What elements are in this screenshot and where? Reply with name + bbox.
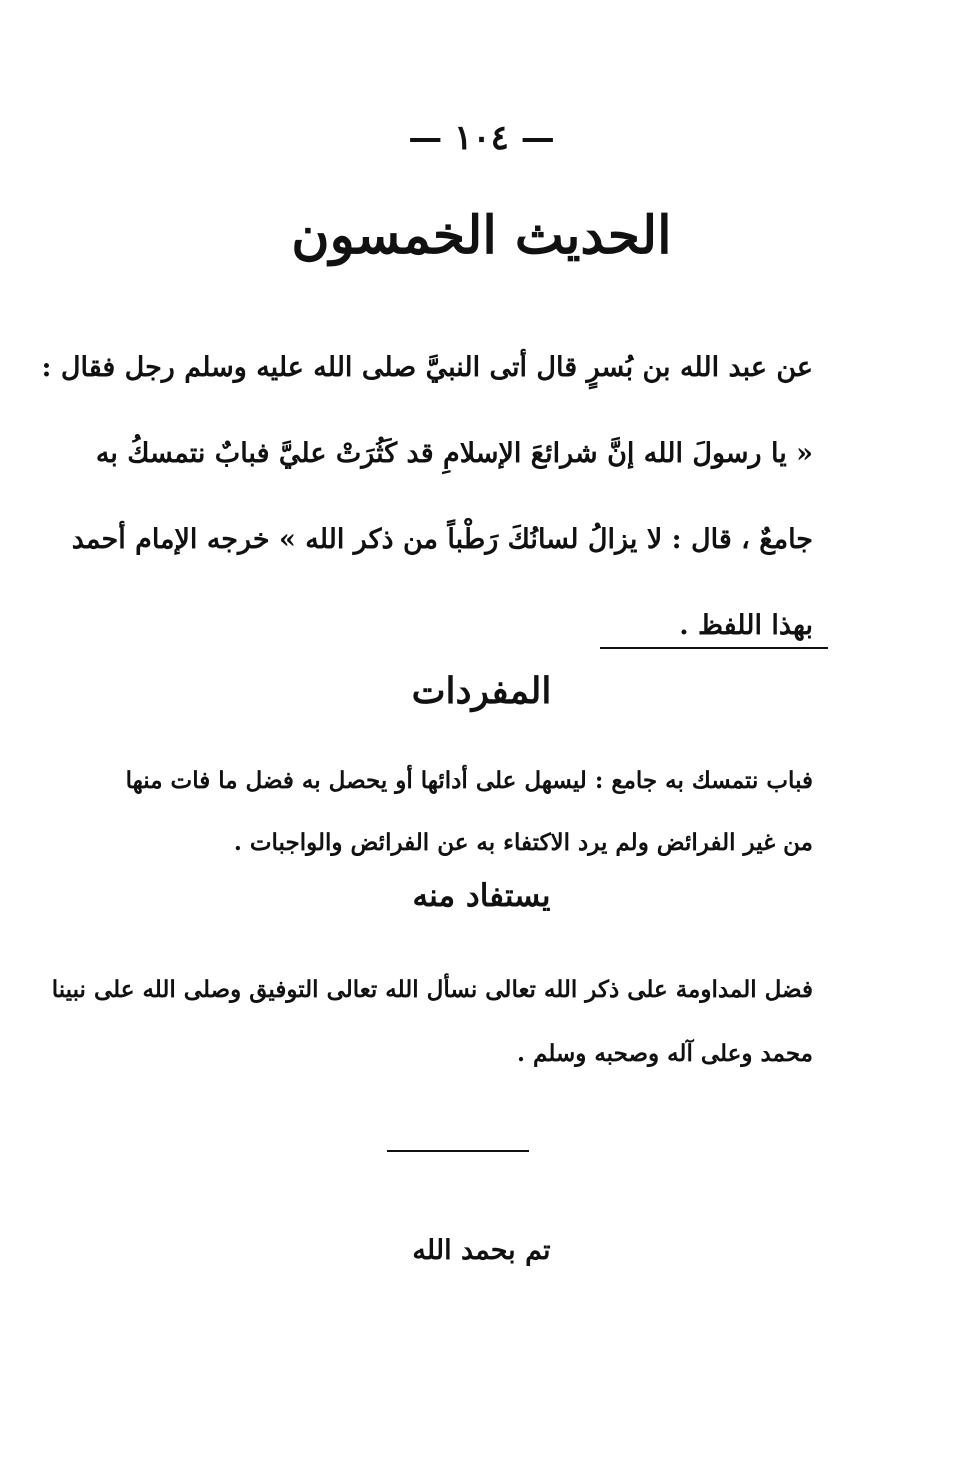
- benefit-text: [51, 958, 813, 1086]
- end-divider-rule: [387, 1150, 529, 1152]
- vocabulary-line: فباب نتمسك به جامع : ليسهل على أدائها أو يحصل به فضل ما فات منها: [125, 767, 813, 794]
- divider-rule: [600, 647, 828, 649]
- hadith-line: « يا رسولَ الله إنَّ شرائعَ الإسلامِ قد كَثُرَتْ عليَّ فبابٌ نتمسكُ به: [95, 438, 813, 469]
- hadith-line: بهذا اللفظ .: [679, 610, 813, 641]
- hadith-line: جامعٌ ، قال : لا يزالُ لسانُكَ رَطْباً من ذكر الله » خرجه الإمام أحمد: [71, 524, 813, 555]
- hadith-title: الحديث الخمسون: [291, 205, 672, 266]
- vocabulary-text: [113, 750, 813, 874]
- hadith-text: [41, 325, 813, 669]
- vocabulary-line: من غير الفرائض ولم يرد الاكتفاء به عن الفرائض والواجبات .: [233, 829, 813, 856]
- benefit-heading: يستفاد منه: [412, 878, 551, 914]
- benefit-line: محمد وعلى آله وصحبه وسلم .: [517, 1040, 813, 1067]
- benefit-line: فضل المداومة على ذكر الله تعالى نسأل الله تعالى التوفيق وصلى الله على نبينا: [51, 976, 813, 1003]
- colophon: تم بحمد الله: [412, 1235, 551, 1266]
- vocabulary-heading: المفردات: [411, 670, 552, 712]
- hadith-line: عن عبد الله بن بُسرٍ قال أتى النبيَّ صلى الله عليه وسلم رجل فقال :: [41, 352, 813, 383]
- page-number: — ١٠٤ —: [408, 118, 555, 158]
